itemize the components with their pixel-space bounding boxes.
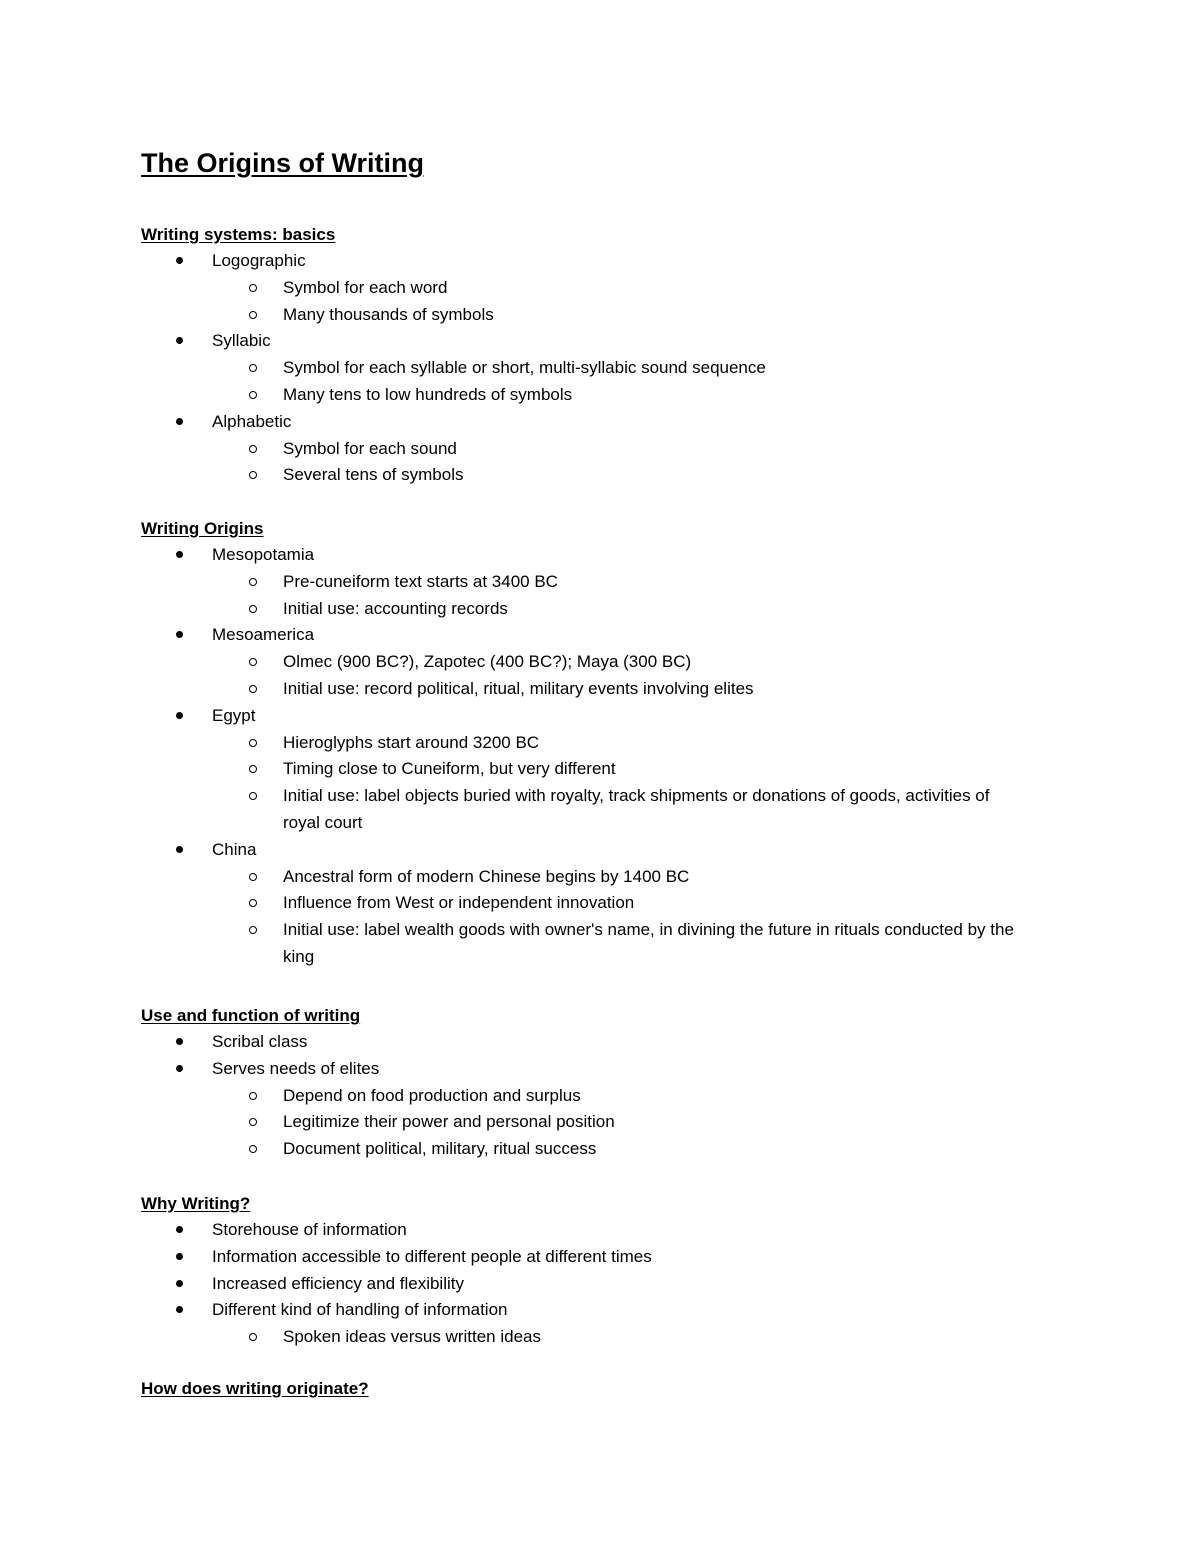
list-item xyxy=(141,1217,1041,1244)
sub-list-item-text: Many thousands of symbols xyxy=(283,304,494,324)
sub-bullet-list xyxy=(212,569,1041,623)
list-item xyxy=(141,1056,1041,1163)
bullet-icon xyxy=(176,1280,183,1287)
sub-list-item-text: Hieroglyphs start around 3200 BC xyxy=(283,732,540,752)
sub-list-item-text: Several tens of symbols xyxy=(283,465,464,485)
sub-list-item xyxy=(212,569,1041,596)
hollow-circle-bullet-icon xyxy=(249,471,257,479)
bullet-icon xyxy=(176,631,183,638)
sub-list-item-text: Initial use: accounting records xyxy=(283,598,508,618)
sub-list-item xyxy=(212,596,1041,623)
list-item xyxy=(141,409,1041,489)
bullet-icon xyxy=(176,1226,183,1233)
sub-list-item xyxy=(212,783,1041,837)
list-item-text: Storehouse of information xyxy=(212,1220,407,1239)
list-item xyxy=(141,1029,1041,1056)
bullet-icon xyxy=(176,1306,183,1313)
sub-list-item xyxy=(212,730,1041,757)
sub-list-item-text: Initial use: label wealth goods with owner's name, in divining the future in rituals conducted by the king xyxy=(283,920,1014,966)
sub-bullet-list xyxy=(212,730,1041,837)
list-item-text: Syllabic xyxy=(212,331,271,351)
sub-list-item-text: Symbol for each syllable or short, multi-syllabic sound sequence xyxy=(283,358,766,378)
sub-list-item-text: Depend on food production and surplus xyxy=(283,1085,581,1105)
sub-list-item-text: Influence from West or independent innovation xyxy=(283,893,635,913)
sub-list-item-text: Many tens to low hundreds of symbols xyxy=(283,384,573,404)
bullet-icon xyxy=(176,337,183,344)
section-writing-systems xyxy=(141,221,1041,489)
hollow-circle-bullet-icon xyxy=(249,1145,257,1153)
sub-list-item-text: Timing close to Cuneiform, but very different xyxy=(283,759,616,779)
list-item-text: Information accessible to different people at different times xyxy=(212,1246,652,1266)
hollow-circle-bullet-icon xyxy=(249,578,257,586)
hollow-circle-bullet-icon xyxy=(249,1118,257,1126)
sub-list-item xyxy=(212,890,1041,917)
sub-list-item-text: Spoken ideas versus written ideas xyxy=(283,1327,541,1347)
bullet-icon xyxy=(176,712,183,719)
hollow-circle-bullet-icon xyxy=(249,284,257,292)
list-item-text: Egypt xyxy=(212,705,256,725)
list-item xyxy=(141,703,1041,837)
bullet-icon xyxy=(176,418,183,425)
bullet-icon xyxy=(176,1038,183,1045)
sub-list-item xyxy=(212,302,1041,329)
hollow-circle-bullet-icon xyxy=(249,1333,257,1341)
list-item xyxy=(141,622,1041,702)
sub-bullet-list xyxy=(212,649,1041,703)
bullet-list xyxy=(141,248,1041,489)
sub-bullet-list xyxy=(212,275,1041,329)
section-heading: How does writing originate? xyxy=(141,1379,369,1398)
sub-list-item-text: Ancestral form of modern Chinese begins by 1400 BC xyxy=(283,866,690,886)
hollow-circle-bullet-icon xyxy=(249,1092,257,1100)
sub-list-item-text: Pre-cuneiform text starts at 3400 BC xyxy=(283,571,558,591)
list-item-text: Logographic xyxy=(212,251,306,270)
sub-list-item-text: Symbol for each sound xyxy=(283,438,457,458)
section-why-writing xyxy=(141,1190,1041,1351)
bullet-list xyxy=(141,1217,1041,1351)
sub-list-item xyxy=(212,864,1041,891)
list-item-text: Serves needs of elites xyxy=(212,1058,380,1078)
sub-bullet-list xyxy=(212,1324,1041,1351)
sub-list-item xyxy=(212,1324,1041,1351)
sub-list-item xyxy=(212,1136,1041,1163)
sub-list-item xyxy=(212,917,1041,971)
list-item-text: China xyxy=(212,839,257,859)
section-heading: Why Writing? xyxy=(141,1194,251,1213)
bullet-icon xyxy=(176,551,183,558)
sub-list-item-text: Olmec (900 BC?), Zapotec (400 BC?); Maya (300 BC) xyxy=(283,652,692,672)
sub-list-item xyxy=(212,462,1041,489)
bullet-icon xyxy=(176,1253,183,1260)
sub-list-item xyxy=(212,355,1041,382)
list-item-text: Alphabetic xyxy=(212,411,292,431)
sub-bullet-list xyxy=(212,436,1041,490)
bullet-list xyxy=(141,542,1041,971)
hollow-circle-bullet-icon xyxy=(249,739,257,747)
sub-bullet-list xyxy=(212,1083,1041,1163)
section-use-and-function xyxy=(141,1002,1041,1163)
list-item xyxy=(141,328,1041,408)
list-item-text: Different kind of handling of information xyxy=(212,1300,508,1320)
hollow-circle-bullet-icon xyxy=(249,899,257,907)
hollow-circle-bullet-icon xyxy=(249,873,257,881)
hollow-circle-bullet-icon xyxy=(249,364,257,372)
list-item-text: Mesopotamia xyxy=(212,545,315,564)
list-item xyxy=(141,837,1041,971)
hollow-circle-bullet-icon xyxy=(249,311,257,319)
sub-list-item-text: Document political, military, ritual success xyxy=(283,1139,597,1159)
list-item-text: Increased efficiency and flexibility xyxy=(212,1273,464,1293)
bullet-icon xyxy=(176,846,183,853)
sub-list-item xyxy=(212,382,1041,409)
list-item xyxy=(141,542,1041,622)
hollow-circle-bullet-icon xyxy=(249,926,257,934)
list-item-text: Mesoamerica xyxy=(212,625,315,645)
bullet-icon xyxy=(176,257,183,264)
sub-list-item-text: Initial use: record political, ritual, military events involving elites xyxy=(283,678,754,698)
bullet-icon xyxy=(176,1065,183,1072)
sub-list-item xyxy=(212,676,1041,703)
sub-list-item-text: Symbol for each word xyxy=(283,277,448,297)
section-heading: Use and function of writing xyxy=(141,1006,361,1025)
list-item xyxy=(141,248,1041,328)
sub-list-item xyxy=(212,649,1041,676)
hollow-circle-bullet-icon xyxy=(249,391,257,399)
sub-list-item xyxy=(212,1083,1041,1110)
hollow-circle-bullet-icon xyxy=(249,445,257,453)
sub-list-item xyxy=(212,756,1041,783)
section-heading: Writing systems: basics xyxy=(141,225,336,244)
list-item xyxy=(141,1244,1041,1271)
section-writing-origins xyxy=(141,515,1041,971)
list-item-text: Scribal class xyxy=(212,1032,308,1051)
sub-list-item xyxy=(212,436,1041,463)
sub-list-item-text: Legitimize their power and personal position xyxy=(283,1112,615,1132)
hollow-circle-bullet-icon xyxy=(249,765,257,773)
sub-bullet-list xyxy=(212,864,1041,971)
hollow-circle-bullet-icon xyxy=(249,792,257,800)
page-title: The Origins of Writing xyxy=(141,148,424,178)
hollow-circle-bullet-icon xyxy=(249,605,257,613)
sub-bullet-list xyxy=(212,355,1041,409)
section-heading: Writing Origins xyxy=(141,519,264,538)
sub-list-item xyxy=(212,275,1041,302)
hollow-circle-bullet-icon xyxy=(249,658,257,666)
bullet-list xyxy=(141,1029,1041,1163)
section-how-does-writing-originate xyxy=(141,1375,1041,1402)
list-item xyxy=(141,1297,1041,1351)
list-item xyxy=(141,1271,1041,1298)
sub-list-item xyxy=(212,1109,1041,1136)
hollow-circle-bullet-icon xyxy=(249,685,257,693)
sub-list-item-text: Initial use: label objects buried with royalty, track shipments or donations of goods, activities of royal court xyxy=(283,786,990,832)
